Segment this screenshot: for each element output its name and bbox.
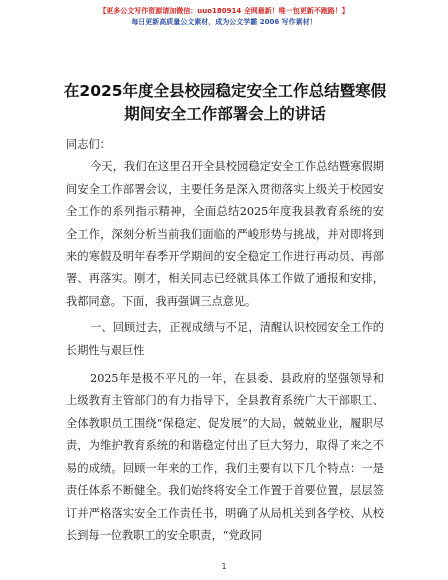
section-heading-1: 一、回顾过去，正视成绩与不足，清醒认识校园安全工作的长期性与艰巨性: [66, 321, 384, 357]
page-number: 1: [221, 562, 227, 571]
promo-banner: [0, 6, 448, 28]
promo-banner-line-1: 【更多公文写作资源请加微信：uuo180914 全网最新！唯一包更新不跑路！】: [99, 7, 349, 15]
speech-title: 在2025年度全县校园稳定安全工作总结暨寒假期间安全工作部署会上的讲话: [63, 82, 387, 123]
promo-banner-line-2: 每日更新高质量公文素材，成为公文学霸 2006 写作素材！: [131, 18, 317, 26]
paragraph-intro: 今天，我们在这里召开全县校园稳定安全工作总结暨寒假期间安全工作部署会议，主要任务是深入贯彻落实上级关于校园安全工作的系列指示精神，全面总结2025年度我县教育系统的安全工作，深刻分析当前我们面临的严峻形势与挑战，并对即将到来的寒假及明年春季开学期间的安全稳定工作进行再动员、再部署、再落实。刚才，相关同志已经就具体工作做了通报和安排，我都同意。下面，我再强调三点意见。: [66, 160, 384, 308]
salutation: 同志们：: [66, 138, 111, 151]
paragraph-review: 2025年是极不平凡的一年，在县委、县政府的坚强领导和上级教育主管部门的有力指导下，全县教育系统广大干部职工、全体教职员工围绕“保稳定、促发展”的大局，兢兢业业，履职尽责，为维护教育系统的和谐稳定付出了巨大努力，取得了来之不易的成绩。回顾一年来的工作，我们主要有以下几个特点：一是责任体系不断健全。我们始终将安全工作置于首要位置，层层签订并严格落实安全工作责任书，明确了从局机关到各学校、从校长到每一位教职工的安全职责，“党政同: [66, 372, 384, 542]
speech-body: [66, 134, 384, 547]
